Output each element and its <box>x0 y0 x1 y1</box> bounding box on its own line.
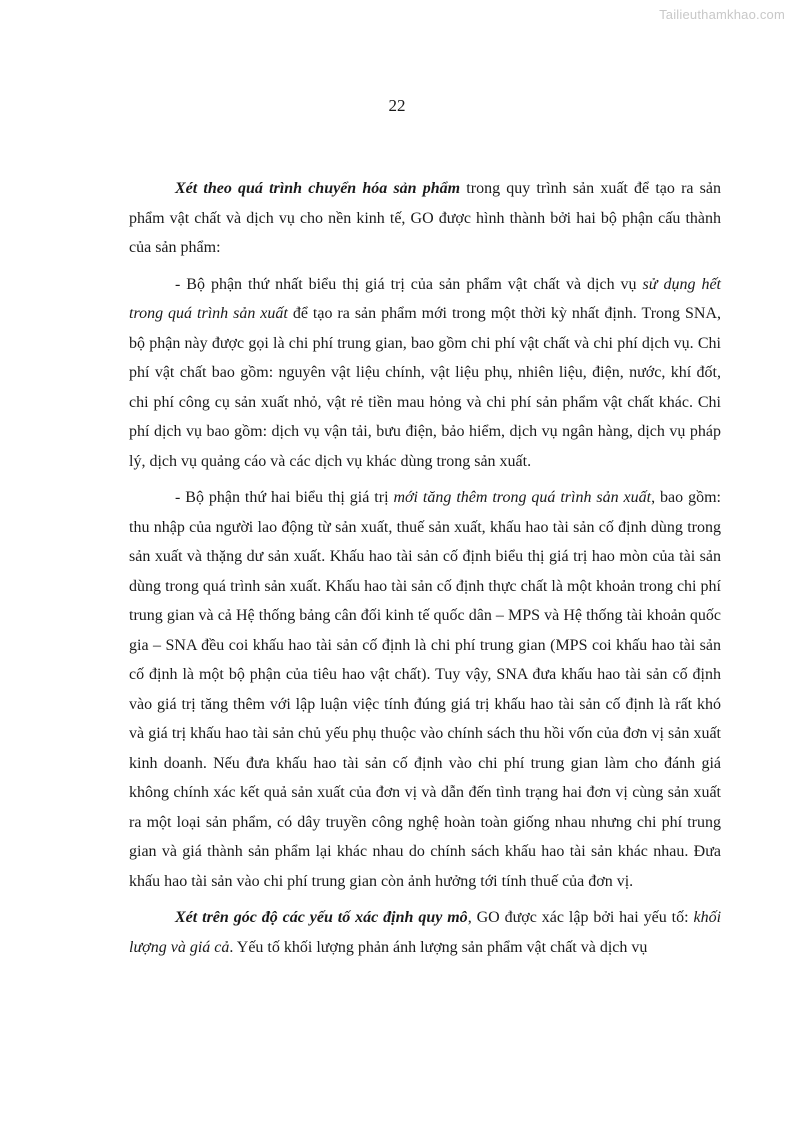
paragraph-1-emphasis: Xét theo quá trình chuyển hóa sản phẩm <box>175 180 461 197</box>
paragraph-3 <box>129 483 721 896</box>
paragraph-1 <box>129 174 721 263</box>
paragraph-4-emphasis-2: khối lượng và giá cả <box>129 909 722 956</box>
page-number: 22 <box>388 96 406 115</box>
paragraph-4-emphasis: Xét trên góc độ các yếu tố xác định quy mô <box>175 909 468 926</box>
paragraph-2 <box>129 270 721 477</box>
paragraph-4-text: . Yếu tố khối lượng phản ánh lượng sản phẩm vật chất và dịch vụ <box>229 938 648 956</box>
paragraph-3-text: , bao gồm: thu nhập của người lao động từ sản xuất, thuế sản xuất, khấu hao tài sản cố định dùng trong sản xuất và thặng dư sản xuất. Khấu hao tài sản cố định biểu thị giá trị hao mòn của tài sản dùng trong quá trình sản xuất. Khấu hao tài sản cố định thực chất là một khoản trong chi phí trung gian và cả Hệ thống bảng cân đối kinh tế quốc dân – MPS và Hệ thống tài khoản quốc gia – SNA đều coi khấu hao tài sản cố định là chi phí trung gian (MPS coi khấu hao tài sản cố định là một bộ phận của tiêu hao vật chất). Tuy vậy, SNA đưa khấu hao tài sản cố định vào giá trị tăng thêm với lập luận việc tính đúng giá trị khấu hao tài sản cố định là rất khó và giá trị khấu hao tài sản chủ yếu phụ thuộc vào chính sách thu hồi vốn của đơn vị sản xuất kinh doanh. Nếu đưa khấu hao tài sản cố định vào chi phí trung gian làm cho đánh giá không chính xác kết quả sản xuất của đơn vị và dẫn đến tình trạng hai đơn vị cùng sản xuất ra một loại sản phẩm, có dây truyền công nghệ hoàn toàn giống nhau nhưng chi phí trung gian và giá thành sản phẩm lại khác nhau do chính sách khấu hao tài sản khác nhau. Đưa khấu hao tài sản vào chi phí trung gian còn ảnh hưởng tới tính thuế của đơn vị. <box>129 489 721 890</box>
paragraph-3-lead: - Bộ phận thứ hai biểu thị giá trị <box>175 489 394 506</box>
paragraph-2-lead: - Bộ phận thứ nhất biểu thị giá trị của sản phẩm vật chất và dịch vụ <box>175 275 643 293</box>
paragraph-1-text: trong quy trình sản xuất để tạo ra sản phẩm vật chất và dịch vụ cho nền kinh tế, GO được hình thành bởi hai bộ phận cấu thành của sản phẩm: <box>129 180 721 256</box>
paragraph-2-text: để tạo ra sản phẩm mới trong một thời kỳ nhất định. Trong SNA, bộ phận này được gọi là chi phí trung gian, bao gồm chi phí vật chất và chi phí dịch vụ. Chi phí vật chất bao gồm: nguyên vật liệu chính, vật liệu phụ, nhiên liệu, điện, nước, khí đốt, chi phí công cụ sản xuất nhỏ, vật rẻ tiền mau hỏng và chi phí sản phẩm vật chất khác. Chi phí dịch vụ bao gồm: dịch vụ vận tải, bưu điện, bảo hiểm, dịch vụ ngân hàng, dịch vụ pháp lý, dịch vụ quảng cáo và các dịch vụ khác dùng trong sản xuất. <box>129 305 722 470</box>
paragraph-4-mid: , GO được xác lập bởi hai yếu tố: <box>467 909 694 926</box>
paragraph-3-emphasis: mới tăng thêm trong quá trình sản xuất <box>393 489 652 506</box>
paragraph-2-emphasis: sử dụng hết trong quá trình sản xuất <box>129 275 722 322</box>
watermark-text: Tailieuthamkhao.com <box>659 7 785 22</box>
paragraph-4 <box>129 903 721 962</box>
document-body <box>129 174 721 969</box>
